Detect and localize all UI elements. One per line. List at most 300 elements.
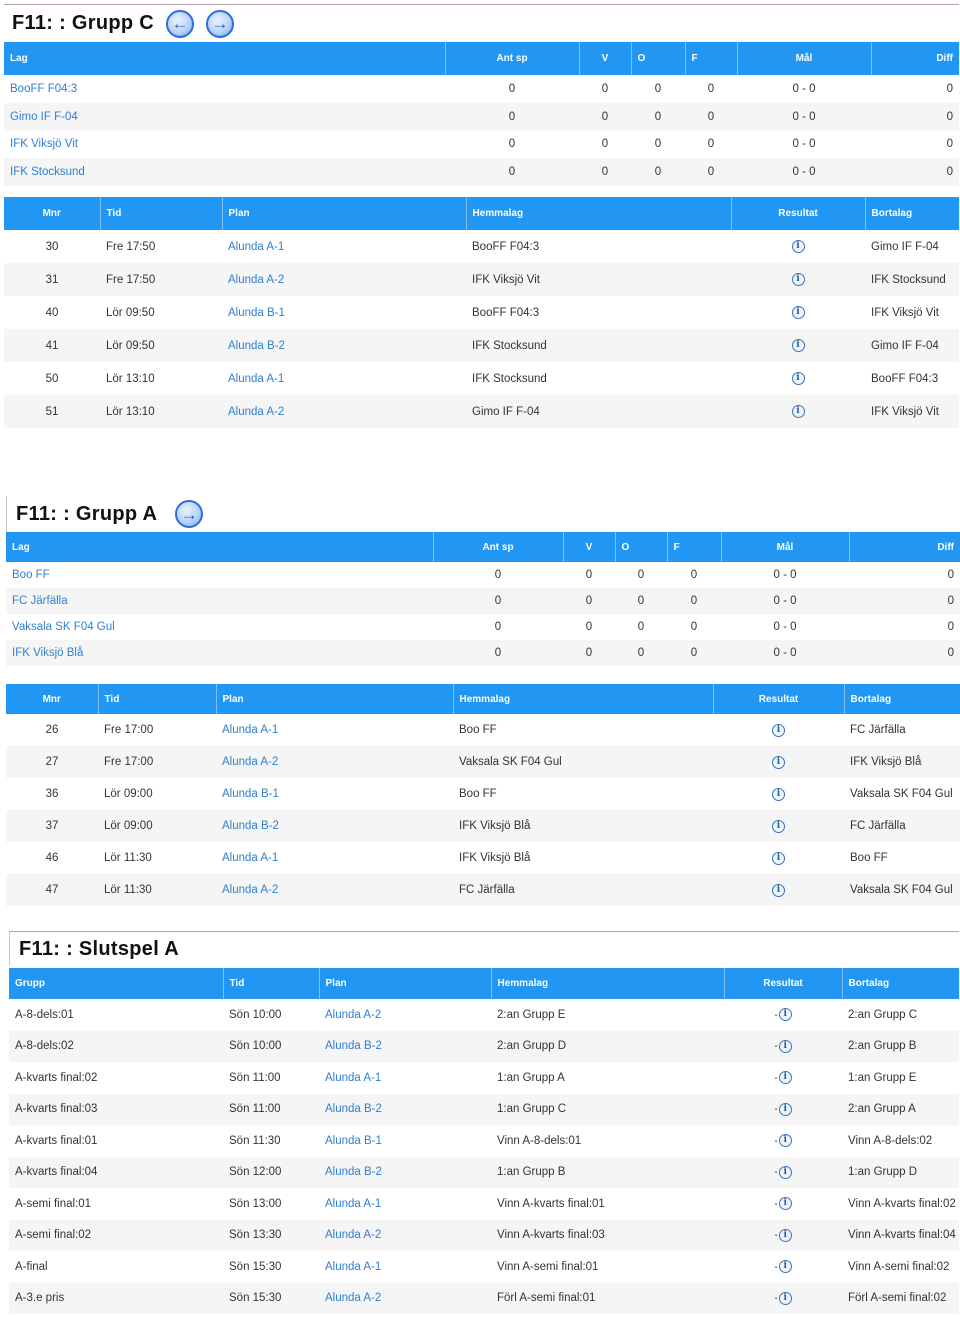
games-played: 0	[494, 569, 502, 581]
losses: 0	[707, 110, 715, 123]
match-cell	[100, 362, 222, 395]
result-cell	[731, 263, 865, 296]
match-cell	[222, 329, 466, 362]
match-cell	[842, 1094, 959, 1126]
info-icon[interactable]: i	[779, 1071, 792, 1084]
info-icon[interactable]: i	[779, 1103, 792, 1116]
result-cell	[713, 874, 844, 906]
losses: 0	[690, 621, 698, 633]
away-team: IFK Viksjö Blå	[850, 756, 922, 768]
goal-diff: 0	[946, 110, 953, 123]
draws: 0	[637, 569, 645, 581]
info-icon[interactable]: i	[792, 405, 805, 418]
field-link[interactable]: Alunda A-1	[325, 1071, 382, 1084]
match-cell	[223, 1283, 319, 1315]
wins: 0	[601, 166, 609, 179]
match-cell	[223, 1031, 319, 1063]
match-cell	[100, 296, 222, 329]
away-team: 2:an Grupp B	[848, 1040, 917, 1053]
match-col-header: Mnr	[4, 197, 100, 230]
result-placeholder: -	[774, 1198, 778, 1210]
match-col-header: Tid	[223, 968, 319, 999]
team-link[interactable]: IFK Viksjö Vit	[10, 138, 78, 151]
info-icon[interactable]: i	[779, 1166, 792, 1179]
section-title-bar	[4, 4, 959, 42]
standings-col-header: Diff	[849, 532, 960, 562]
match-time: Lör 09:50	[106, 306, 155, 319]
match-row	[6, 874, 960, 906]
standings-cell	[667, 562, 721, 588]
match-cell	[466, 230, 731, 263]
match-cell	[9, 1031, 223, 1063]
matches-table	[6, 684, 960, 906]
match-cell	[319, 999, 491, 1031]
standings-col-header: Ant sp	[445, 42, 579, 75]
match-time: Fre 17:00	[104, 724, 154, 736]
info-icon[interactable]: i	[779, 1292, 792, 1305]
match-cell	[319, 1251, 491, 1283]
match-cell	[222, 296, 466, 329]
result-cell	[724, 999, 842, 1031]
team-link[interactable]: Gimo IF F-04	[10, 110, 78, 123]
match-number: 51	[45, 405, 59, 418]
match-col-header: Resultat	[713, 684, 844, 714]
match-row	[9, 1220, 959, 1252]
away-team: BooFF F04:3	[871, 372, 939, 385]
match-row	[9, 1188, 959, 1220]
away-team: Vinn A-kvarts final:04	[848, 1229, 956, 1242]
team-link[interactable]: BooFF F04:3	[10, 82, 78, 95]
field-link[interactable]: Alunda A-2	[228, 273, 285, 286]
match-cell	[100, 230, 222, 263]
match-cell	[98, 810, 216, 842]
match-cell	[319, 1157, 491, 1189]
away-team: IFK Viksjö Vit	[871, 405, 939, 418]
info-icon[interactable]: i	[779, 1229, 792, 1242]
standings-row	[6, 640, 960, 666]
playoff-round: A-kvarts final:02	[15, 1071, 98, 1084]
result-cell	[731, 362, 865, 395]
match-row	[4, 329, 959, 362]
arrow-right-circle-icon[interactable]: →	[175, 500, 203, 528]
info-icon[interactable]: i	[772, 820, 785, 833]
field-link[interactable]: Alunda A-1	[325, 1197, 382, 1210]
home-team: BooFF F04:3	[472, 240, 540, 253]
match-cell	[9, 1157, 223, 1189]
match-cell	[4, 263, 100, 296]
standings-cell	[871, 158, 959, 186]
losses: 0	[707, 166, 715, 179]
match-time: Lör 13:10	[106, 372, 155, 385]
match-time: Lör 13:10	[106, 405, 155, 418]
field-link[interactable]: Alunda B-2	[325, 1103, 382, 1116]
match-col-header: Plan	[319, 968, 491, 999]
arrow-right-circle-icon[interactable]: →	[206, 10, 234, 38]
section-grupp-c	[4, 4, 959, 428]
match-cell	[6, 842, 98, 874]
match-cell	[4, 395, 100, 428]
standings-cell	[737, 158, 871, 186]
home-team: 2:an Grupp E	[497, 1008, 566, 1021]
field-link[interactable]: Alunda A-2	[325, 1008, 382, 1021]
result-placeholder: -	[774, 1135, 778, 1147]
match-row	[9, 1094, 959, 1126]
losses: 0	[690, 595, 698, 607]
standings-cell	[433, 614, 563, 640]
info-icon[interactable]: i	[779, 1134, 792, 1147]
match-cell	[865, 395, 959, 428]
playoff-round: A-3.e pris	[15, 1292, 65, 1305]
standings-cell	[615, 614, 667, 640]
match-cell	[216, 746, 453, 778]
games-played: 0	[508, 166, 516, 179]
games-played: 0	[508, 82, 516, 95]
playoff-round: A-kvarts final:01	[15, 1134, 98, 1147]
match-row	[6, 842, 960, 874]
info-icon[interactable]: i	[792, 273, 805, 286]
result-cell	[724, 1157, 842, 1189]
result-cell	[724, 1062, 842, 1094]
wins: 0	[585, 621, 593, 633]
match-cell	[491, 1157, 724, 1189]
standings-body	[4, 75, 959, 186]
match-cell	[4, 329, 100, 362]
match-cell	[223, 1220, 319, 1252]
standings-cell	[6, 562, 433, 588]
matches-body	[4, 230, 959, 428]
games-played: 0	[508, 138, 516, 151]
match-time: Sön 15:30	[229, 1260, 282, 1273]
standings-col-header: O	[615, 532, 667, 562]
match-time: Sön 10:00	[229, 1040, 282, 1053]
home-team: Vaksala SK F04 Gul	[459, 756, 562, 768]
match-row	[9, 1062, 959, 1094]
team-link[interactable]: IFK Viksjö Blå	[12, 647, 84, 659]
match-cell	[216, 714, 453, 746]
result-placeholder: -	[774, 1230, 778, 1242]
info-icon[interactable]: i	[792, 306, 805, 319]
goal-diff: 0	[947, 569, 954, 581]
standings-cell	[871, 103, 959, 131]
result-cell	[724, 1251, 842, 1283]
match-time: Fre 17:00	[104, 756, 154, 768]
standings-col-header: Mål	[721, 532, 849, 562]
away-team: Vinn A-kvarts final:02	[848, 1197, 956, 1210]
team-link[interactable]: FC Järfälla	[12, 595, 68, 607]
standings-cell	[667, 640, 721, 666]
standings-cell	[721, 640, 849, 666]
field-link[interactable]: Alunda B-2	[228, 339, 285, 352]
match-time: Lör 09:00	[104, 820, 153, 832]
field-link[interactable]: Alunda A-1	[325, 1260, 382, 1273]
match-number: 41	[45, 339, 59, 352]
standings-col-header: Lag	[4, 42, 445, 75]
away-team: Vaksala SK F04 Gul	[850, 788, 953, 800]
field-link[interactable]: Alunda A-1	[222, 852, 279, 864]
matches-header	[6, 684, 960, 714]
standings-row	[6, 562, 960, 588]
match-cell	[9, 1251, 223, 1283]
standings-cell	[685, 158, 737, 186]
result-cell	[713, 746, 844, 778]
match-cell	[9, 1220, 223, 1252]
home-team: Boo FF	[459, 724, 497, 736]
goals: 0 - 0	[792, 138, 816, 151]
match-cell	[491, 1094, 724, 1126]
match-cell	[319, 1094, 491, 1126]
match-cell	[844, 746, 960, 778]
match-number: 26	[45, 724, 59, 736]
goals: 0 - 0	[773, 621, 797, 633]
standings-row	[6, 588, 960, 614]
home-team: Vinn A-kvarts final:03	[497, 1229, 605, 1242]
wins: 0	[601, 82, 609, 95]
draws: 0	[637, 595, 645, 607]
away-team: Vaksala SK F04 Gul	[850, 884, 953, 896]
field-link[interactable]: Alunda B-2	[222, 820, 279, 832]
field-link[interactable]: Alunda A-2	[222, 884, 279, 896]
team-link[interactable]: IFK Stocksund	[10, 166, 85, 179]
match-col-header: Grupp	[9, 968, 223, 999]
match-cell	[842, 1157, 959, 1189]
match-cell	[491, 1125, 724, 1157]
match-row	[9, 1031, 959, 1063]
info-icon[interactable]: i	[779, 1260, 792, 1273]
field-link[interactable]: Alunda A-2	[228, 405, 285, 418]
info-icon[interactable]: i	[792, 372, 805, 385]
standings-row	[4, 131, 959, 159]
match-time: Lör 09:00	[104, 788, 153, 800]
match-cell	[319, 1125, 491, 1157]
wins: 0	[601, 138, 609, 151]
losses: 0	[707, 138, 715, 151]
match-row	[4, 362, 959, 395]
match-col-header: Plan	[222, 197, 466, 230]
match-cell	[223, 999, 319, 1031]
wins: 0	[585, 647, 593, 659]
home-team: Boo FF	[459, 788, 497, 800]
away-team: Förl A-semi final:02	[848, 1292, 947, 1305]
match-time: Sön 11:00	[229, 1103, 281, 1116]
standings-cell	[631, 103, 685, 131]
match-cell	[98, 714, 216, 746]
standings-cell	[579, 131, 631, 159]
standings-cell	[445, 131, 579, 159]
result-cell	[713, 778, 844, 810]
draws: 0	[637, 621, 645, 633]
standings-cell	[685, 131, 737, 159]
info-icon[interactable]: i	[772, 756, 785, 769]
match-cell	[223, 1251, 319, 1283]
losses: 0	[690, 647, 698, 659]
match-cell	[842, 1283, 959, 1315]
result-placeholder: -	[774, 1041, 778, 1053]
result-placeholder: -	[774, 1072, 778, 1084]
match-cell	[4, 296, 100, 329]
result-placeholder: -	[774, 1104, 778, 1116]
match-cell	[6, 714, 98, 746]
match-number: 31	[45, 273, 59, 286]
match-number: 27	[45, 756, 59, 768]
standings-cell	[445, 158, 579, 186]
match-number: 47	[45, 884, 59, 896]
match-cell	[319, 1062, 491, 1094]
match-col-header: Tid	[98, 684, 216, 714]
match-cell	[223, 1062, 319, 1094]
playoff-round: A-semi final:01	[15, 1197, 92, 1210]
match-cell	[4, 230, 100, 263]
match-time: Sön 15:30	[229, 1292, 282, 1305]
arrow-left-circle-icon[interactable]: ←	[166, 10, 194, 38]
match-cell	[216, 810, 453, 842]
match-cell	[844, 842, 960, 874]
standings-col-header: Ant sp	[433, 532, 563, 562]
standings-cell	[6, 614, 433, 640]
match-cell	[98, 874, 216, 906]
match-cell	[842, 1251, 959, 1283]
match-cell	[491, 1283, 724, 1315]
playoff-header	[9, 968, 959, 999]
losses: 0	[690, 569, 698, 581]
match-cell	[6, 746, 98, 778]
standings-cell	[4, 158, 445, 186]
info-icon[interactable]: i	[779, 1040, 792, 1053]
standings-cell	[615, 640, 667, 666]
field-link[interactable]: Alunda A-2	[325, 1292, 382, 1305]
match-cell	[491, 1062, 724, 1094]
home-team: 1:an Grupp C	[497, 1103, 567, 1116]
match-time: Sön 11:00	[229, 1071, 281, 1084]
info-icon[interactable]: i	[772, 852, 785, 865]
info-icon[interactable]: i	[772, 884, 785, 897]
match-cell	[453, 746, 713, 778]
standings-col-header: Diff	[871, 42, 959, 75]
away-team: 2:an Grupp C	[848, 1008, 918, 1021]
standings-col-header: V	[563, 532, 615, 562]
standings-row	[4, 103, 959, 131]
info-icon[interactable]: i	[779, 1008, 792, 1021]
match-cell	[223, 1125, 319, 1157]
match-number: 46	[45, 852, 59, 864]
match-number: 50	[45, 372, 59, 385]
match-time: Lör 09:50	[106, 339, 155, 352]
away-team: Vinn A-8-dels:02	[848, 1134, 933, 1147]
result-placeholder: -	[774, 1261, 778, 1273]
standings-cell	[849, 562, 960, 588]
section-grupp-a	[6, 496, 960, 906]
result-placeholder: -	[774, 1009, 778, 1021]
draws: 0	[654, 138, 662, 151]
home-team: IFK Viksjö Vit	[472, 273, 540, 286]
match-cell	[100, 395, 222, 428]
goals: 0 - 0	[773, 647, 797, 659]
draws: 0	[654, 110, 662, 123]
match-cell	[865, 362, 959, 395]
info-icon[interactable]: i	[772, 788, 785, 801]
field-link[interactable]: Alunda A-2	[222, 756, 279, 768]
standings-cell	[445, 103, 579, 131]
match-cell	[466, 329, 731, 362]
standings-cell	[667, 614, 721, 640]
match-cell	[865, 329, 959, 362]
info-icon[interactable]: i	[792, 339, 805, 352]
match-row	[4, 296, 959, 329]
team-link[interactable]: Vaksala SK F04 Gul	[12, 621, 115, 633]
field-link[interactable]: Alunda B-2	[325, 1040, 382, 1053]
info-icon[interactable]: i	[779, 1197, 792, 1210]
matches-body	[6, 714, 960, 906]
playoff-round: A-kvarts final:04	[15, 1166, 98, 1179]
away-team: FC Järfälla	[850, 724, 906, 736]
section-title-bar	[6, 496, 960, 532]
games-played: 0	[508, 110, 516, 123]
field-link[interactable]: Alunda A-1	[228, 240, 285, 253]
standings-cell	[615, 562, 667, 588]
standings-cell	[871, 75, 959, 103]
match-row	[6, 810, 960, 842]
away-team: 1:an Grupp D	[848, 1166, 918, 1179]
result-cell	[724, 1094, 842, 1126]
match-row	[6, 746, 960, 778]
section-title-bar	[9, 931, 959, 966]
match-row	[6, 714, 960, 746]
goals: 0 - 0	[773, 569, 797, 581]
standings-header	[6, 532, 960, 562]
field-link[interactable]: Alunda A-2	[325, 1229, 382, 1242]
matches-table	[4, 197, 959, 428]
match-col-header: Resultat	[724, 968, 842, 999]
match-cell	[222, 263, 466, 296]
result-cell	[713, 810, 844, 842]
field-link[interactable]: Alunda B-1	[325, 1134, 382, 1147]
goals: 0 - 0	[792, 82, 816, 95]
match-number: 40	[45, 306, 59, 319]
home-team: 1:an Grupp A	[497, 1071, 565, 1084]
standings-col-header: F	[685, 42, 737, 75]
match-cell	[844, 714, 960, 746]
standings-cell	[445, 75, 579, 103]
standings-col-header: Mål	[737, 42, 871, 75]
standings-cell	[579, 103, 631, 131]
standings-cell	[579, 75, 631, 103]
standings-cell	[563, 588, 615, 614]
field-link[interactable]: Alunda B-1	[222, 788, 279, 800]
result-cell	[724, 1031, 842, 1063]
goal-diff: 0	[946, 138, 953, 151]
field-link[interactable]: Alunda A-1	[222, 724, 279, 736]
match-cell	[453, 810, 713, 842]
field-link[interactable]: Alunda A-1	[228, 372, 285, 385]
playoff-body	[9, 999, 959, 1314]
standings-table	[4, 42, 959, 186]
goal-diff: 0	[946, 82, 953, 95]
standings-col-header: V	[579, 42, 631, 75]
match-col-header: Plan	[216, 684, 453, 714]
away-team: Boo FF	[850, 852, 888, 864]
match-col-header: Bortalag	[865, 197, 959, 230]
info-icon[interactable]: i	[772, 724, 785, 737]
field-link[interactable]: Alunda B-2	[325, 1166, 382, 1179]
match-cell	[100, 329, 222, 362]
team-link[interactable]: Boo FF	[12, 569, 50, 581]
playoff-round: A-kvarts final:03	[15, 1103, 98, 1116]
standings-cell	[721, 588, 849, 614]
info-icon[interactable]: i	[792, 240, 805, 253]
field-link[interactable]: Alunda B-1	[228, 306, 285, 319]
standings-cell	[4, 131, 445, 159]
standings-cell	[737, 103, 871, 131]
standings-cell	[631, 75, 685, 103]
